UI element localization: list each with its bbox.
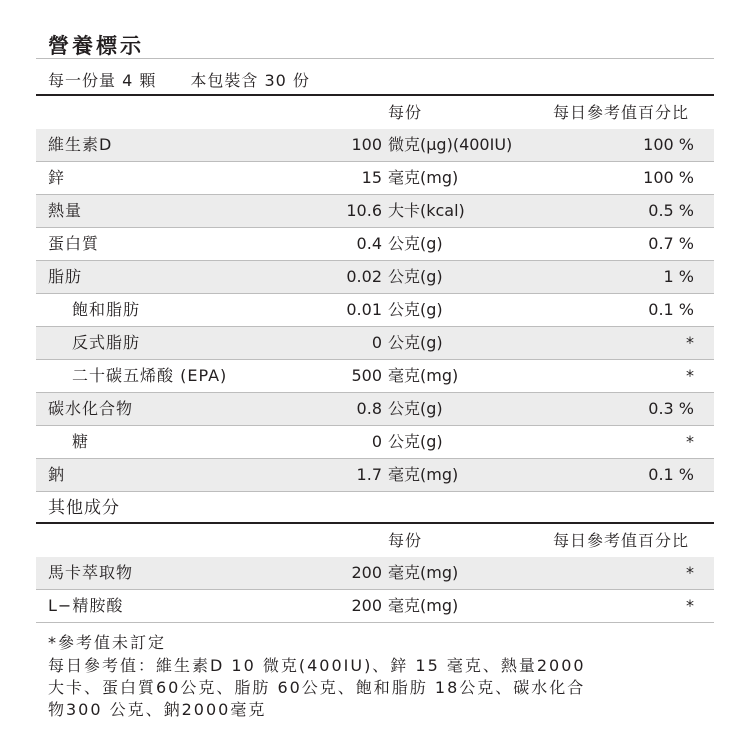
nutrient-unit: 公克(g) <box>388 432 443 451</box>
page-title: 營養標示 <box>48 34 144 58</box>
daily-value-percent: 0.1 % <box>648 300 694 319</box>
table-row <box>36 129 714 162</box>
table-row <box>36 393 714 426</box>
nutrient-unit: 大卡(kcal) <box>388 201 465 220</box>
table-row <box>36 327 714 360</box>
table-row <box>36 459 714 492</box>
nutrient-name: 鋅 <box>48 168 66 187</box>
daily-value-percent: * <box>686 432 694 451</box>
footnote-undefined: *參考值未訂定 <box>48 633 167 652</box>
nutrient-amount: 500 <box>351 366 382 385</box>
nutrient-unit: 毫克(mg) <box>388 168 459 187</box>
other-per-serving-header: 每份 <box>388 531 423 550</box>
nutrient-unit: 公克(g) <box>388 300 443 319</box>
nutrient-amount: 0.01 <box>346 300 382 319</box>
table-row <box>36 360 714 393</box>
nutrient-unit: 微克(μg)(400IU) <box>388 135 513 154</box>
nutrient-unit: 公克(g) <box>388 267 443 286</box>
table-row <box>36 195 714 228</box>
table-row <box>36 228 714 261</box>
nutrient-unit: 公克(g) <box>388 234 443 253</box>
nutrient-name: 維生素D <box>48 135 113 154</box>
footnote-line: 大卡、蛋白質60公克、脂肪 60公克、飽和脂肪 18公克、碳水化合 <box>48 678 586 697</box>
table-row <box>36 294 714 327</box>
table-row <box>36 162 714 195</box>
nutrient-amount: 0 <box>371 333 382 352</box>
title-divider <box>36 58 714 59</box>
nutrient-name: 馬卡萃取物 <box>48 563 134 582</box>
nutrient-name: 鈉 <box>48 465 66 484</box>
nutrient-name: L−精胺酸 <box>48 596 124 615</box>
other-table-header <box>0 524 750 557</box>
serving-info <box>48 68 310 91</box>
nutrient-unit: 毫克(mg) <box>388 465 459 484</box>
daily-value-percent: 100 % <box>643 168 694 187</box>
nutrient-table-header <box>0 96 750 129</box>
daily-value-percent: * <box>686 333 694 352</box>
serving-size: 每一份量 4 顆 <box>48 71 157 90</box>
nutrient-unit: 毫克(mg) <box>388 366 459 385</box>
daily-value-percent: 100 % <box>643 135 694 154</box>
nutrient-amount: 0 <box>371 432 382 451</box>
daily-value-percent: * <box>686 563 694 582</box>
nutrient-amount: 10.6 <box>346 201 382 220</box>
nutrient-name: 反式脂肪 <box>72 333 141 352</box>
nutrient-name: 飽和脂肪 <box>72 300 141 319</box>
footnote-line: 物300 公克、鈉2000毫克 <box>48 700 267 719</box>
table-row <box>36 261 714 294</box>
nutrient-amount: 0.4 <box>356 234 382 253</box>
nutrient-name: 蛋白質 <box>48 234 100 253</box>
other-daily-value-header: 每日參考值百分比 <box>553 531 690 550</box>
daily-value-header: 每日參考值百分比 <box>553 103 690 122</box>
nutrient-unit: 毫克(mg) <box>388 563 459 582</box>
per-serving-header: 每份 <box>388 103 423 122</box>
daily-value-percent: 0.1 % <box>648 465 694 484</box>
other-ingredients-title: 其他成分 <box>48 498 120 518</box>
nutrient-name: 糖 <box>72 432 90 451</box>
daily-value-percent: 0.7 % <box>648 234 694 253</box>
nutrient-unit: 毫克(mg) <box>388 596 459 615</box>
footnote-line: 每日參考值：維生素D 10 微克(400IU)、鋅 15 毫克、熱量2000 <box>48 656 586 675</box>
table-row <box>36 426 714 459</box>
daily-value-percent: * <box>686 596 694 615</box>
table-row <box>36 557 714 590</box>
nutrient-amount: 0.02 <box>346 267 382 286</box>
nutrient-amount: 200 <box>351 563 382 582</box>
daily-value-percent: 0.3 % <box>648 399 694 418</box>
nutrient-name: 脂肪 <box>48 267 83 286</box>
nutrient-amount: 15 <box>361 168 382 187</box>
nutrient-name: 熱量 <box>48 201 83 220</box>
table-row <box>36 590 714 623</box>
servings-per-pack: 本包裝含 30 份 <box>190 71 310 90</box>
nutrient-name: 碳水化合物 <box>48 399 134 418</box>
nutrient-unit: 公克(g) <box>388 333 443 352</box>
daily-value-percent: 1 % <box>663 267 694 286</box>
nutrient-amount: 1.7 <box>356 465 382 484</box>
daily-value-percent: * <box>686 366 694 385</box>
nutrient-amount: 0.8 <box>356 399 382 418</box>
nutrient-amount: 200 <box>351 596 382 615</box>
nutrient-amount: 100 <box>351 135 382 154</box>
nutrient-name: 二十碳五烯酸 (EPA) <box>72 366 228 385</box>
nutrient-unit: 公克(g) <box>388 399 443 418</box>
daily-value-percent: 0.5 % <box>648 201 694 220</box>
